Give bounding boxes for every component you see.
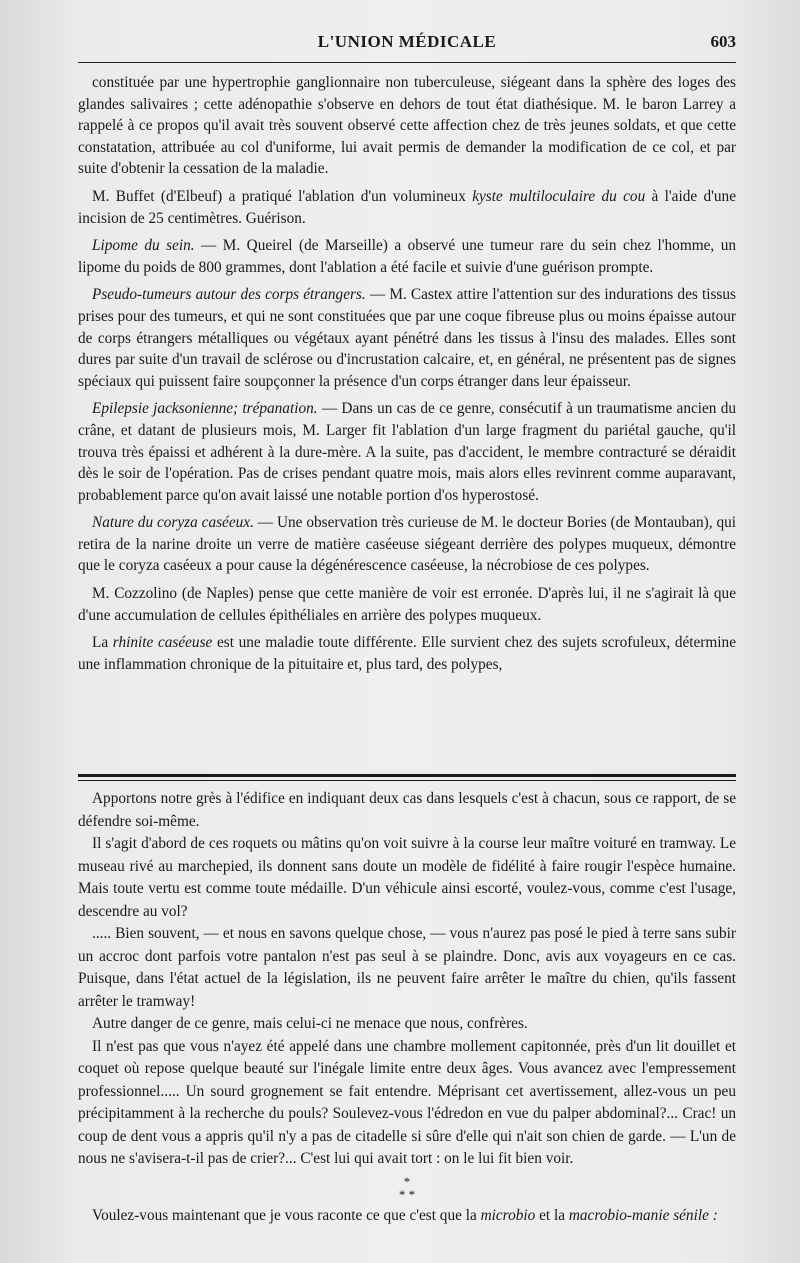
lipome-heading: Lipome du sein. [92,237,195,255]
asterism [78,1175,736,1201]
kyste-term: kyste multiloculaire du cou [472,187,646,205]
paragraph-lipome: Lipome du sein. — M. Queirel (de Marseille) a observé une tumeur rare du sein chez l'homme, un lipome du poids de 800 grammes, dont l'ablation a été facile et suivie d'une guérison prompte. [78,237,736,276]
feuilleton-separator [78,774,736,781]
paragraph-autre-danger: Autre danger de ce genre, mais celui-ci ne menace que nous, confrères. [92,1015,528,1032]
macrobio-term: macrobio-manie sénile : [568,1206,718,1224]
coryza-heading: Nature du coryza caséeux. [92,514,254,532]
paragraph-adenopathie: constituée par une hypertrophie ganglionnaire non tuberculeuse, siégeant dans la sphère des loges des glandes salivaires ; cette adénopathie s'observe en dehors de tout état diathésique. M. le baron Larrey a rappelé à ce propos qu'il avait très souvent observé cette affection chez de très jeunes soldats, et que cette constatation, attribuée au col d'uniforme, lui avait permis de demander la modification de ce col, et par suite d'obtenir la cessation de la maladie. [78,74,736,178]
asterism-top: * [403,1173,411,1189]
page-number: 603 [710,32,736,51]
paragraph-pseudo-tumeurs: Pseudo-tumeurs autour des corps étrangers. — M. Castex attire l'attention sur des indurations des tissus prises pour des tumeurs, et qui ne sont constituées que par une coque fibreuse plus ou moins épaisse autour de corps étrangers métalliques ou végétaux ayant pénétré dans les tissus à l'insu des malades. Elles sont dures par suite d'un travail de sclérose ou d'incrustation calcaire, et, en général, ne présentent pas de signes spéciaux qui puissent faire soupçonner la présence d'un corps étranger dans leur épaisseur. [78,286,736,390]
header-rule [78,62,736,63]
main-article-column [78,72,736,675]
pseudo-tumeurs-heading: Pseudo-tumeurs autour des corps étrangers. [92,286,366,304]
paragraph-rhinite: La rhinite caséeuse est une maladie toute différente. Elle survient chez des sujets scrofuleux, détermine une inflammation chronique de la pituitaire et, plus tard, des polypes, [78,634,736,673]
paragraph-chambre: Il n'est pas que vous n'ayez été appelé dans une chambre mollement capitonnée, près d'un lit douillet et coquet où repose quelque beauté sur l'inégale limite entre deux âges. Vous avancez avec l'empressement professionnel..... Un sourd grognement se fait entendre. Méprisant cet avertissement, allez-vous un peu précipitamment à la recherche du pouls? Soulevez-vous l'édredon en vue du palper abdominal?... Crac! un coup de dent vous a appris qu'il n'y a pas de citadelle si sûre d'elle qui n'ait son chien de garde. — L'un de nous ne s'avisera-t-il pas de crier?... C'est lui qui avait tort : on le lui fit bien voir. [78,1037,736,1167]
microbio-term: microbio [480,1206,536,1224]
journal-title: L'UNION MÉDICALE [317,32,497,51]
paragraph-microbio: Voulez-vous maintenant que je vous raconte ce que c'est que la microbio et la macrobio-manie sénile : [92,1206,718,1224]
feuilleton-column [78,788,736,1227]
asterism-bottom: * * [398,1186,416,1202]
paragraph-bien-souvent: ..... Bien souvent, — et nous en savons quelque chose, — vous n'aurez pas posé le pied à terre sans subir un accroc dont parfois votre pantalon n'est pas seul à se plaindre. Donc, avis aux voyageurs en ce cas. Puisque, dans l'état actuel de la législation, ils ne peuvent faire arrêter le maître du chien, qu'ils fassent arrêter le tramway! [78,925,736,1010]
paragraph-cozzolino: M. Cozzolino (de Naples) pense que cette manière de voir est erronée. D'après lui, il ne s'agirait là que d'une accumulation de cellules épithéliales en arrière des polypes muqueux. [78,585,736,624]
rhinite-term: rhinite caséeuse [112,634,213,652]
epilepsie-heading: Epilepsie jacksonienne; trépanation. [92,400,318,418]
paragraph-epilepsie: Epilepsie jacksonienne; trépanation. — Dans un cas de ce genre, consécutif à un traumatisme ancien du crâne, et datant de plusieurs mois, M. Larger fit l'ablation d'un large fragment du pariétal gauche, qu'il trouva très épaissi et adhérent à la dure-mère. A la suite, pas d'accident, le membre contracturé se déraidit dès le soir de l'opération. Pas de crises pendant quatre mois, mais alors elles revinrent comme auparavant, probablement parce qu'on avait laissé une notable portion d'os hyperostosé. [78,400,737,504]
paragraph-roquets: Il s'agit d'abord de ces roquets ou mâtins qu'on voit suivre à la course leur maître voituré en tramway. Le museau rivé au marchepied, ils donnent sans doute un modèle de fidélité à faire rougir l'espèce humaine. Mais toute vertu est comme toute médaille. D'un véhicule ainsi escorté, voulez-vous, comme c'est l'usage, descendre au vol? [78,835,736,920]
paragraph-apportons: Apportons notre grès à l'édifice en indiquant deux cas dans lesquels c'est à chacun, sous ce rapport, de se défendre soi-même. [78,790,736,830]
paragraph-coryza: Nature du coryza caséeux. — Une observation très curieuse de M. le docteur Bories (de Montauban), qui retira de la narine droite un verre de matière caséeuse siégeant derrière des polypes muqueux, démontre que le coryza caséeux a pour cause la dégénérescence caséeuse, la nécrobiose de ces polypes. [78,514,736,575]
running-header [78,30,736,58]
paragraph-buffet: M. Buffet (d'Elbeuf) a pratiqué l'ablation d'un volumineux kyste multiloculaire du cou à l'aide d'une incision de 25 centimètres. Guérison. [78,187,736,227]
